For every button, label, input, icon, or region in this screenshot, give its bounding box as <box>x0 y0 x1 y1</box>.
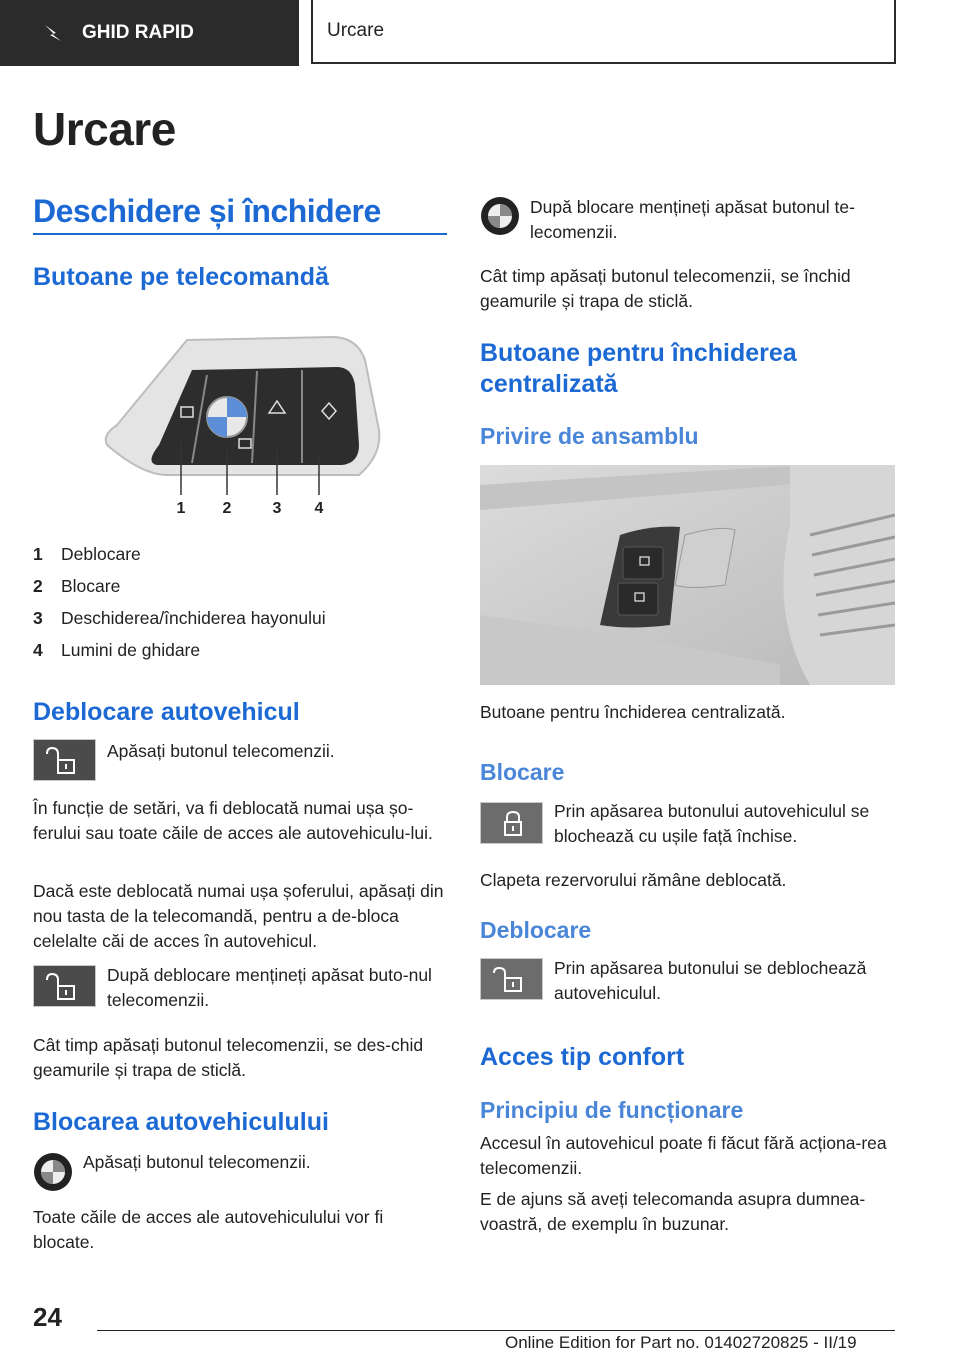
image-caption: Butoane pentru închiderea centralizată. <box>480 702 786 722</box>
lock-icon <box>481 803 544 845</box>
principle-heading: Principiu de funcționare <box>480 1097 744 1123</box>
callout-2: 2 <box>222 500 232 517</box>
unlock-icon <box>34 966 97 1008</box>
unlock-paragraph-2: Dacă este deblocată numai ușa șoferului, apăsați din nou tasta de la telecomandă, pentru a de-bloca celelalte căi de acces în autovehicul. <box>33 881 444 951</box>
comfort-paragraph-1: Accesul în autovehicul poate fi făcut fără acționa-rea telecomenzii. <box>480 1133 887 1178</box>
page-title: Urcare <box>33 103 176 155</box>
overview-heading: Privire de ansamblu <box>480 423 699 449</box>
central-locking-heading: Butoane pentru închiderea centralizată <box>480 339 797 398</box>
list-number: 2 <box>33 575 43 596</box>
callout-4: 4 <box>314 500 324 517</box>
lock-button-text: Prin apăsarea butonului autovehiculul se blochează cu ușile față închise. <box>554 801 870 846</box>
door-buttons-image <box>480 465 895 685</box>
unlock-button-icon-box <box>33 739 96 781</box>
comfort-paragraph-2: E de ajuns să aveți telecomanda asupra dumnea-voastră, de exemplu în buzunar. <box>480 1189 866 1234</box>
list-item <box>33 602 447 634</box>
list-item <box>33 538 447 570</box>
tab-section-label: Urcare <box>327 20 385 41</box>
list-number: 4 <box>33 639 43 660</box>
list-text: Lumini de ghidare <box>61 639 201 660</box>
lock-step-2: După blocare mențineți apăsat butonul te-lecomenzii. <box>530 197 855 242</box>
bmw-logo-icon <box>33 1152 73 1192</box>
comfort-access-heading: Acces tip confort <box>480 1043 685 1071</box>
lock-step-1: Apăsați butonul telecomenzii. <box>83 1152 311 1172</box>
remote-buttons-heading: Butoane pe telecomandă <box>33 263 329 291</box>
lock-heading: Blocare <box>480 759 565 785</box>
list-item <box>33 570 447 602</box>
list-text: Deblocare <box>61 543 141 564</box>
lock-vehicle-heading: Blocarea autovehiculului <box>33 1108 329 1136</box>
unlock-heading: Deblocare <box>480 917 592 943</box>
list-text: Blocare <box>61 575 121 596</box>
bmw-logo-icon <box>480 196 520 236</box>
section-heading: Deschidere și închidere <box>33 193 381 229</box>
fuel-flap-text: Clapeta rezervorului rămâne deblocată. <box>480 870 787 890</box>
key-legend-list <box>33 538 447 666</box>
section-rule <box>33 233 447 235</box>
lock-paragraph-1: Toate căile de acces ale autovehiculului vor fi blocate. <box>33 1207 384 1252</box>
tab-quick-guide[interactable] <box>0 0 299 66</box>
tab-section[interactable] <box>311 0 896 64</box>
unlock-button-text: Prin apăsarea butonului se deblochează autovehiculul. <box>554 958 867 1003</box>
list-text: Deschiderea/închiderea hayonului <box>61 607 326 628</box>
unlock-hold-icon-box <box>33 965 96 1007</box>
callout-1: 1 <box>176 500 186 517</box>
unlock-paragraph-1: În funcție de setări, va fi deblocată numai ușa șo-ferului sau toate căile de acces ale autovehiculu-lui. <box>33 798 433 843</box>
list-number: 1 <box>33 543 43 564</box>
page-number: 24 <box>33 1302 62 1332</box>
unlock-paragraph-3: Cât timp apăsați butonul telecomenzii, se des-chid geamurile și trapa de sticlă. <box>33 1035 424 1080</box>
edition-text: Online Edition for Part no. 01402720825 - II/19 <box>505 1333 857 1352</box>
lock-paragraph-2: Cât timp apăsați butonul telecomenzii, se închid geamurile și trapa de sticlă. <box>480 266 851 311</box>
key-fob-image <box>97 335 397 520</box>
top-tab-bar <box>0 0 960 66</box>
unlock-door-icon-box <box>480 958 543 1000</box>
list-item <box>33 634 447 666</box>
unlock-icon <box>481 959 544 1001</box>
list-number: 3 <box>33 607 43 628</box>
unlock-step-1: Apăsați butonul telecomenzii. <box>107 741 335 761</box>
lock-button-icon-box <box>480 802 543 844</box>
lightning-icon <box>42 22 64 44</box>
callout-3: 3 <box>272 500 282 517</box>
unlock-icon <box>34 740 97 782</box>
footer-rule <box>97 1330 895 1331</box>
tab-quick-guide-label: GHID RAPID <box>82 22 194 43</box>
unlock-vehicle-heading: Deblocare autovehicul <box>33 698 300 726</box>
unlock-step-2: După deblocare mențineți apăsat buto-nul telecomenzii. <box>107 965 432 1010</box>
